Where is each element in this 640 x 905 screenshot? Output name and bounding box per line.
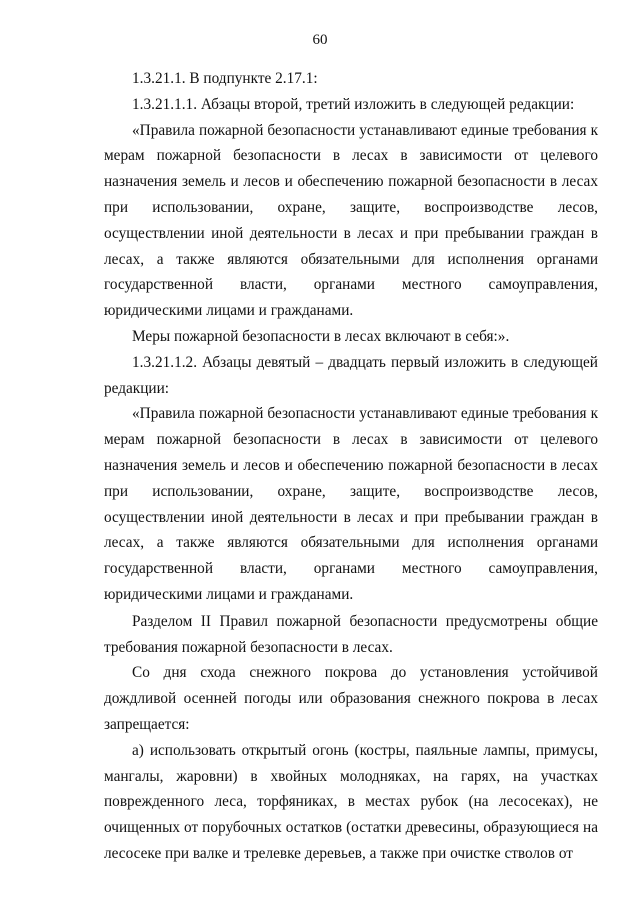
paragraph-amendment-2: 1.3.21.1.2. Абзацы девятый – двадцать первый изложить в следующей редакции: xyxy=(104,353,598,397)
paragraph-subclause-heading: 1.3.21.1. В подпункте 2.17.1: xyxy=(132,70,318,87)
paragraph-section-2: Разделом II Правил пожарной безопасности предусмотрены общие требования пожарной безопасности в лесах. xyxy=(104,612,598,656)
paragraph-quoted-rules-2: «Правила пожарной безопасности устанавливают единые требования к мерам пожарной безопасности в лесах в зависимости от целевого назначения земель и лесов и обеспечению пожарной безопасности в лесах при использовании, охране, защите, воспроизводстве лесов, осуществлении иной деятельности в лесах и при пребывании граждан в лесах, а также являются обязательными для исполнения органами государственной власти, органами местного самоуправления, юридическими лицами и гражданами. xyxy=(104,405,598,603)
page-number: 60 xyxy=(312,32,328,48)
document-body xyxy=(104,66,598,867)
paragraph-amendment-1: 1.3.21.1.1. Абзацы второй, третий изложить в следующей редакции: xyxy=(132,95,575,113)
paragraph-fire-measures: Меры пожарной безопасности в лесах включают в себя:». xyxy=(132,327,510,345)
paragraph-prohibitions-intro: Со дня схода снежного покрова до установления устойчивой дождливой осенней погоды или образования снежного покрова в лесах запрещается: xyxy=(104,664,598,733)
paragraph-quoted-rules-1: «Правила пожарной безопасности устанавливают единые требования к мерам пожарной безопасности в лесах в зависимости от целевого назначения земель и лесов и обеспечению пожарной безопасности в лесах при использовании, охране, защите, воспроизводстве лесов, осуществлении иной деятельности в лесах и при пребывании граждан в лесах, а также являются обязательными для исполнения органами государственной власти, органами местного самоуправления, юридическими лицами и гражданами. xyxy=(104,121,598,320)
paragraph-prohibition-a: а) использовать открытый огонь (костры, паяльные лампы, примусы, мангалы, жаровни) в хвойных молодняках, на гарях, на участках поврежденного леса, торфяниках, в местах рубок (на лесосеках), не очищенных от порубочных остатков (остатки древесины, образующиеся на лесосеке при валке и трелевке деревьев, а также при очистке стволов от xyxy=(104,741,598,862)
